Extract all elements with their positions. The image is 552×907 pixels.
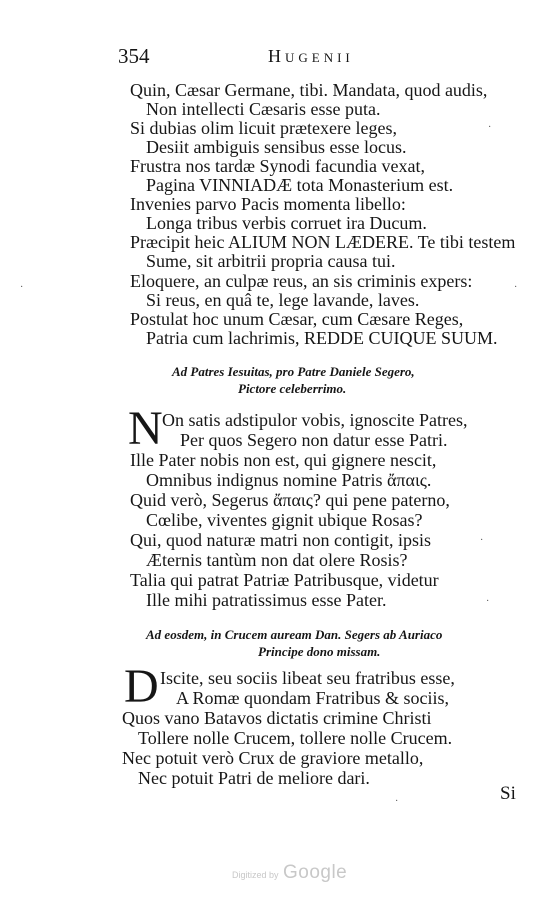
poem-line: Æternis tantùm non dat olere Rosis?	[146, 550, 408, 570]
poem-line: Ille mihi patratissimus esse Pater.	[146, 590, 387, 610]
poem-line: Quin, Cæsar Germane, tibi. Mandata, quod audis,	[130, 80, 488, 100]
poem-line: Præcipit heic ALIUM NON LÆDERE. Te tibi testem	[130, 232, 516, 252]
speck: ·	[20, 282, 24, 293]
poem-line: Si reus, en quâ te, lege lavande, laves.	[146, 290, 420, 310]
page-header	[118, 44, 498, 70]
poem-line: Postulat hoc unum Cæsar, cum Cæsare Reges,	[130, 309, 464, 329]
poem-line: Longa tribus verbis corruet ira Ducum.	[146, 213, 427, 233]
poem-line: Invenies parvo Pacis momenta libello:	[130, 194, 406, 214]
poem-line: Desiit ambiguis sensibus esse locus.	[146, 137, 407, 157]
speck: ·	[514, 282, 518, 293]
drop-cap: D	[124, 660, 159, 713]
poem-line: Non intellecti Cæsaris esse puta.	[146, 99, 381, 119]
poem-line: Patria cum lachrimis, REDDE CUIQUE SUUM.	[146, 328, 498, 348]
poem-line: On satis adstipulor vobis, ignoscite Patres,	[162, 410, 468, 430]
poem-line: Tollere nolle Crucem, tollere nolle Crucem.	[138, 728, 453, 748]
speck: ·	[488, 122, 492, 133]
catchword: Si	[500, 783, 516, 804]
poem-heading: Pictore celeberrimo.	[238, 381, 347, 396]
poem-line: Omnibus indignus nomine Patris ἄπαις.	[146, 470, 432, 490]
poem-line: Talia qui patrat Patriæ Patribusque, videtur	[130, 570, 439, 590]
poem-line: Sume, sit arbitrii propria causa tui.	[146, 251, 396, 271]
drop-cap: N	[128, 402, 163, 455]
poem-line: A Romæ quondam Fratribus & sociis,	[176, 688, 450, 708]
poem-line: Qui, quod naturæ matri non contigit, ipsis	[130, 530, 431, 550]
digitized-label: Digitized by	[232, 870, 279, 880]
poem-line: Eloquere, an culpæ reus, an sis criminis expers:	[130, 271, 473, 291]
running-head: Hugenii	[268, 46, 354, 66]
speck: ·	[480, 535, 484, 546]
poem-line: Nec potuit verò Crux de graviore metallo,	[122, 748, 424, 768]
poem-line: Nec potuit Patri de meliore dari.	[138, 768, 370, 788]
poem-line: Frustra nos tardæ Synodi facundia vexat,	[130, 156, 425, 176]
poem-line: Ille Pater nobis non est, qui gignere nescit,	[130, 450, 437, 470]
google-logo: Google	[282, 862, 348, 883]
poem-line: Per quos Segero non datur esse Patri.	[180, 430, 448, 450]
page-number: 354	[118, 44, 150, 68]
poem-line: Si dubias olim licuit prætexere leges,	[130, 118, 397, 138]
poem-line: Pagina VINNIADÆ tota Monasterium est.	[146, 175, 454, 195]
speck: ·	[395, 796, 399, 807]
poem-line: Cœlibe, viventes gignit ubique Rosas?	[146, 510, 423, 530]
poem-line: Quos vano Batavos dictatis crimine Christi	[122, 708, 432, 728]
digitized-watermark	[232, 862, 347, 884]
poem-line: Iscite, seu sociis libeat seu fratribus esse,	[160, 668, 455, 688]
poem-heading: Ad eosdem, in Crucem auream Dan. Segers ab Auriaco	[146, 627, 443, 642]
poem-line: Quid verò, Segerus ἄπαις? qui pene paterno,	[130, 490, 450, 510]
speck: ·	[486, 596, 490, 607]
poem-heading: Principe dono missam.	[258, 644, 381, 659]
poem-heading: Ad Patres Iesuitas, pro Patre Daniele Segero,	[172, 364, 415, 379]
